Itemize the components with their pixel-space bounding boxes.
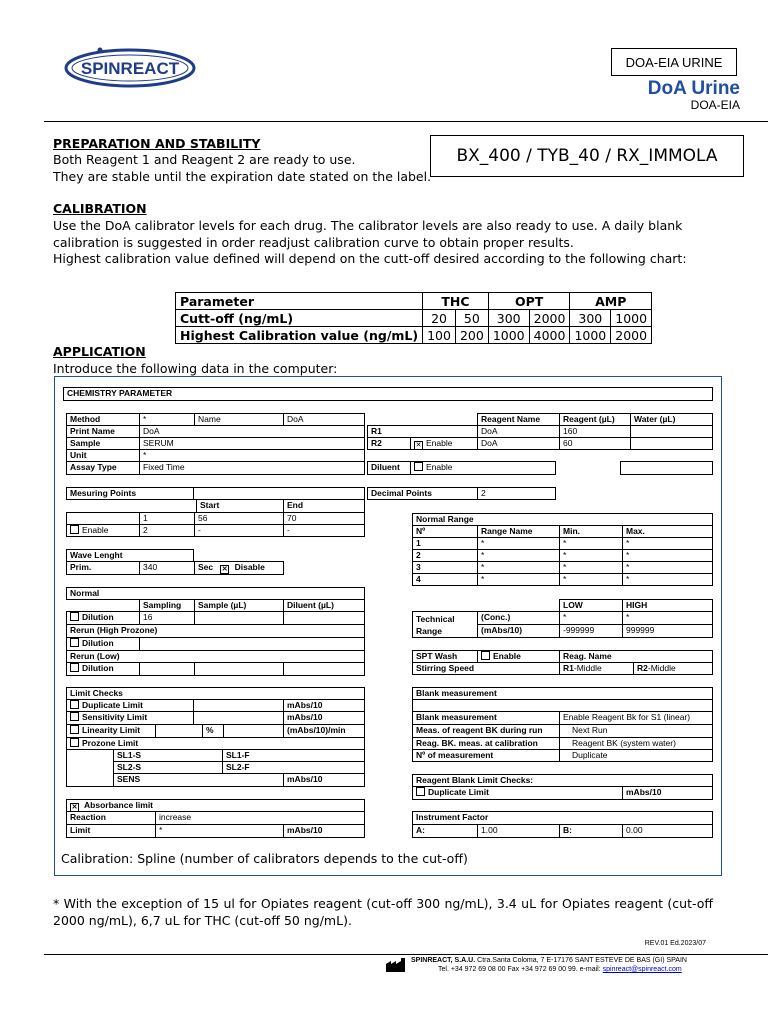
limit-unit: mAbs/10 [283,824,365,838]
n-measurement-value: Duplicate [559,749,713,762]
calibration-table [175,292,652,344]
nr-row-range-name: * [477,537,560,550]
nr-row-number: 2 [412,549,478,562]
preparation-line: They are stable until the expiration date stated on the label. [53,169,432,184]
application-intro: Introduce the following data in the computer: [53,361,338,376]
duplicate-limit-unit: mAbs/10 [283,699,365,712]
document-subtitle: DOA-EIA [690,98,740,112]
table-cell: 4000 [529,327,570,344]
reag-bk-calibration-label: Reag. BK. meas. at calibration [412,737,560,750]
tech-high-mabs: 999999 [622,624,713,638]
mp-row1-end: 70 [283,512,365,525]
dilution-checkbox[interactable]: Dilution [66,611,140,625]
start-header: Start [196,500,284,512]
blank-measurement-value: Enable Reagent Bk for S1 (linear) [559,711,713,725]
reagent-name-header: Reagent Name [477,413,560,426]
limit-label: Limit [66,824,156,838]
tech-low-mabs: -999999 [559,624,623,638]
meas-bk-during-run-label: Meas. of reagent BK during run [412,724,560,738]
sl1f-label: SL1-F [222,749,365,762]
rerun-low-diluent-ul [283,662,365,676]
method-label: Method [66,413,140,426]
reag-bk-calibration-value: Reagent BK (system water) [559,737,713,750]
unit-value: * [139,449,365,462]
factor-a-label: A: [412,824,478,838]
table-cell: 1000 [570,327,611,344]
email-link[interactable]: spinreact@spinreact.com [602,966,682,973]
calibration-heading: CALIBRATION [53,201,147,216]
rerun-low-sampling [139,662,195,676]
table-cell: 50 [455,310,488,327]
sensitivity-limit-value [193,711,284,725]
diluent-ul-header: Diluent (µL) [283,599,365,612]
table-cell: 300 [570,310,611,327]
r2-enable-checkbox[interactable]: ✕ Enable [410,437,478,450]
revision-label: REV.01 Ed.2023/07 [644,940,706,947]
reaction-value: increase [155,811,365,825]
blank-measurement-header: Blank measurement [412,687,713,700]
table-cell: 100 [423,327,456,344]
r2-reagent-name: DoA [477,437,560,450]
calibration-paragraph: Use the DoA calibrator levels for each drug. The calibrator levels are also ready to use. A daily blank calibration is suggested in order readjust calibration curve to obtain proper results. [53,218,683,250]
sensitivity-limit-unit: mAbs/10 [283,711,365,725]
checkbox-icon [70,612,79,621]
decimal-points-label: Decimal Points [367,487,478,500]
linearity-limit-value2 [223,724,284,738]
table-cell: 300 [488,310,529,327]
row-label: Cutt-off (ng/mL) [176,310,423,327]
checkbox-icon [70,712,79,721]
instrument-factor-header: Instrument Factor [412,811,713,825]
sl2s-label: SL2-S [113,761,223,774]
checked-box-icon: ✕ [71,804,78,811]
sens-unit: mAbs/10 [283,773,365,787]
linearity-limit-unit: (mAbs/10)/min [283,724,365,738]
document-title: DoA Urine [647,78,740,99]
sens-label: SENS [113,773,284,787]
absorbance-limit-checkbox[interactable]: ✕ Absorbance limit [66,799,365,812]
dilution-sample-ul [194,611,284,625]
nr-row-number: 4 [412,573,478,586]
mp-row2-index: 2 [139,524,195,537]
r1-label: R1 [367,425,478,438]
nr-row-max: * [622,549,713,562]
factor-a-value: 1.00 [477,824,560,838]
table-header-cell: Parameter [176,293,423,310]
stirring-speed-label: Stirring Speed [412,662,560,675]
nr-row-max: * [622,573,713,586]
rerun-high-dilution-checkbox[interactable]: Dilution [66,637,140,651]
sl2f-label: SL2-F [222,761,365,774]
rbl-unit: mAbs/10 [622,786,713,800]
company-address: SPINREACT, S.A.U. Ctra.Santa Coloma, 7 E-17176 SANT ESTEVE DE BAS (GI) SPAIN [411,957,687,964]
method-value: * [139,413,195,426]
table-cell: 200 [455,327,488,344]
prim-label: Prim. [66,561,140,575]
rerun-low-dilution-checkbox[interactable]: Dilution [66,662,140,676]
linearity-limit-checkbox[interactable]: Linearity Limit [66,724,156,738]
high-header: HIGH [622,599,713,612]
calibration-caption: Calibration: Spline (number of calibrators depends to the cut-off) [61,851,468,866]
rbl-duplicate-limit-checkbox[interactable]: Duplicate Limit [412,786,623,800]
table-cell: 2000 [611,327,652,344]
nr-range-name-header: Range Name [477,525,560,538]
reagent-ul-header: Reagent (µL) [559,413,631,426]
nr-row-min: * [559,549,623,562]
r1-reagent-name: DoA [477,425,560,438]
prozone-spacer [66,749,114,787]
footnote: * With the exception of 15 ul for Opiates reagent (cut-off 300 ng/mL), 3.4 uL for Opiates reagent (cut-off 2000 ng/mL), 6,7 uL for THC (cut-off 50 ng/mL). [53,896,713,928]
mp-row2-start: - [194,524,284,537]
svg-text:SPINREACT: SPINREACT [80,59,180,78]
name-value: DoA [283,413,365,426]
checkbox-icon [70,725,79,734]
wave-length-label: Wave Lenght [66,549,194,562]
low-header: LOW [559,599,623,612]
checkbox-icon [70,738,79,747]
nr-row-number: 1 [412,537,478,550]
r2-reagent-volume: 60 [559,437,631,450]
table-header-cell: OPT [488,293,570,310]
assay-type-value: Fixed Time [139,461,365,475]
r2-label: R2 [367,437,411,450]
application-heading: APPLICATION [53,344,146,359]
diluent-enable-checkbox[interactable]: Enable [410,461,556,475]
header-divider [44,121,768,122]
factor-b-value: 0.00 [622,824,713,838]
preparation-heading: PREPARATION AND STABILITY [53,136,261,151]
table-header-cell: THC [423,293,489,310]
diluent-extra-field [620,461,713,475]
r2-water-volume [630,437,713,450]
normal-label: Normal [66,587,365,600]
table-cell: 2000 [529,310,570,327]
nr-row-min: * [559,573,623,586]
sampling-header: Sampling [139,599,195,612]
preparation-line: Both Reagent 1 and Reagent 2 are ready to use. [53,152,356,167]
tech-low-conc: * [559,611,623,625]
mp-row2-end: - [283,524,365,537]
analyzer-codes-box: BX_400 / TYB_40 / RX_IMMOLA [430,135,744,177]
calibration-paragraph: Highest calibration value defined will depend on the cutt-off desired according to the following chart: [53,251,687,266]
nr-min-header: Min. [559,525,623,538]
prim-value: 340 [139,561,195,575]
nr-row-min: * [559,561,623,574]
rerun-high-dilution-field [139,637,365,651]
dilution-diluent-ul [283,611,365,625]
sample-value: SERUM [139,437,365,450]
r1-reagent-volume: 160 [559,425,631,438]
table-cell: 1000 [488,327,529,344]
water-ul-header: Water (µL) [630,413,713,426]
duplicate-limit-checkbox[interactable]: Duplicate Limit [66,699,194,712]
reag-name-label: Reag. Name [559,650,713,663]
unit-label: Unit [66,449,140,462]
rerun-high-label: Rerun (High Prozone) [66,624,365,638]
table-row [176,310,652,327]
table-row [176,293,652,310]
rerun-low-label: Rerun (Low) [66,650,365,663]
mp-enable-checkbox[interactable]: Enable [66,524,140,537]
r2-stirring-value: R2-Middle [633,662,713,675]
checkbox-icon [70,663,79,672]
decimal-points-value: 2 [477,487,556,500]
factory-icon [386,958,408,972]
checkbox-icon [416,787,425,796]
end-header: End [283,500,365,512]
blank-measurement-label: Blank measurement [412,711,560,725]
table-row [176,327,652,344]
checkbox-icon [414,462,423,471]
rerun-low-sample-ul [194,662,284,676]
factor-b-label: B: [559,824,623,838]
mabs-label: (mAbs/10) [477,624,560,638]
prozone-limit-checkbox[interactable]: Prozone Limit [66,737,365,750]
table-header-cell: AMP [570,293,652,310]
dilution-sampling: 16 [139,611,195,625]
percent-label: % [202,724,224,738]
checkbox-icon [70,700,79,709]
print-name-label: Print Name [66,425,140,438]
sample-ul-header: Sample (µL) [194,599,284,612]
checked-box-icon: ✕ [415,442,422,449]
linearity-limit-value [155,724,203,738]
limit-value: * [155,824,284,838]
n-measurement-label: Nº of measurement [412,749,560,762]
meas-bk-during-run-value: Next Run [559,724,713,738]
spinreact-logo [62,44,198,90]
mp-row1-start: 56 [194,512,284,525]
nr-row-max: * [622,561,713,574]
sl1s-label: SL1-S [113,749,223,762]
measuring-points-field [193,487,365,500]
panel-title: CHEMISTRY PARAMETER [63,387,713,401]
nr-row-number: 3 [412,561,478,574]
normal-range-header: Normal Range [412,513,713,526]
footer-divider [44,954,768,955]
table-cell: 1000 [611,310,652,327]
table-cell: 20 [423,310,456,327]
spt-enable-checkbox[interactable]: Enable [477,650,560,663]
diluent-label: Diluent [367,461,411,475]
spt-wash-label: SPT Wash [412,650,478,663]
nr-number-header: Nº [412,525,478,538]
reaction-label: Reaction [66,811,156,825]
row-label: Highest Calibration value (ng/mL) [176,327,423,344]
tech-high-conc: * [622,611,713,625]
limit-checks-label: Limit Checks [66,687,365,700]
nr-max-header: Max. [622,525,713,538]
document-code: DOA-EIA URINE [611,48,737,76]
checked-box-icon: ✕ [221,566,228,573]
print-name-value: DoA [139,425,365,438]
checkbox-icon [70,525,79,534]
sample-label: Sample [66,437,140,450]
sec-disable-field[interactable]: Sec ✕ Disable [194,561,284,575]
sensitivity-limit-checkbox[interactable]: Sensitivity Limit [66,711,194,725]
reagent-blank-limit-checks-label: Reagent Blank Limit Checks: [412,774,713,787]
mp-row1-index: 1 [139,512,195,525]
nr-row-min: * [559,537,623,550]
technical-range-label: Technical Range [412,611,478,638]
name-label: Name [194,413,284,426]
measuring-points-label: Mesuring Points [66,487,194,500]
r1-stirring-value: R1-Middle [559,662,634,675]
nr-row-range-name: * [477,561,560,574]
company-contact: Tel. +34 972 69 08 00 Fax +34 972 69 00 99. e-mail: spinreact@spinreact.com [438,966,682,973]
checkbox-icon [481,651,490,660]
nr-row-range-name: * [477,549,560,562]
nr-row-max: * [622,537,713,550]
nr-row-range-name: * [477,573,560,586]
conc-label: (Conc.) [477,611,560,625]
checkbox-icon [70,638,79,647]
assay-type-label: Assay Type [66,461,140,475]
